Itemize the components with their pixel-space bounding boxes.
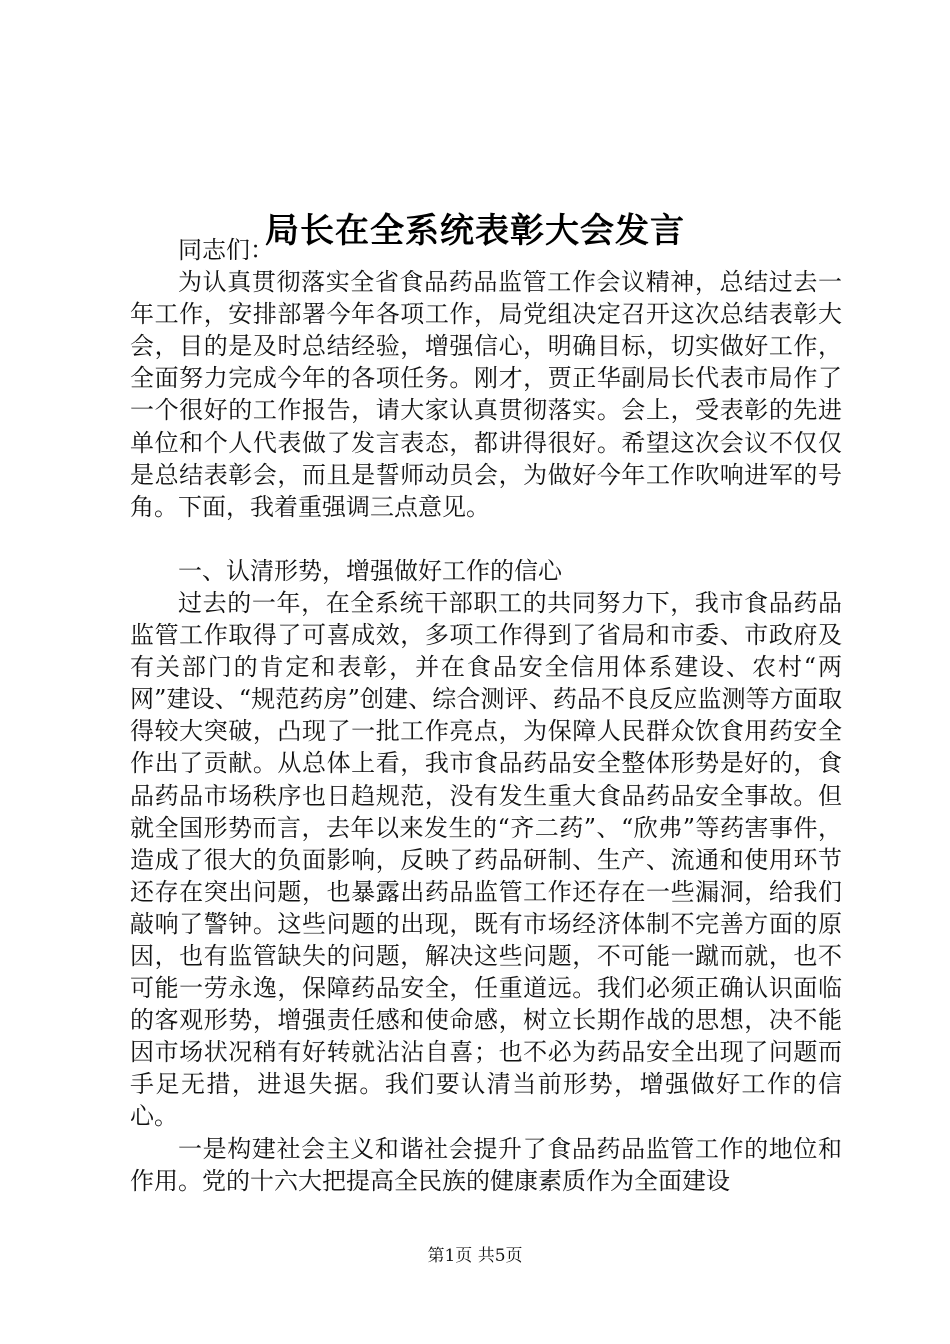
intro-paragraph: 为认真贯彻落实全省食品药品监管工作会议精神，总结过去一年工作，安排部署今年各项工作，局党组决定召开这次总结表彰大会，目的是及时总结经验，增强信心，明确目标，切实做好工作，全面努力完成今年的各项任务。刚才，贾正华副局长代表市局作了一个很好的工作报告，请大家认真贯彻落实。会上，受表彰的先进单位和个人代表做了发言表态，都讲得很好。希望这次会议不仅仅是总结表彰会，而且是誓师动员会，为做好今年工作吹响进军的号角。下面，我着重强调三点意见。: [130, 268, 842, 521]
point-paragraph: 一是构建社会主义和谐社会提升了食品药品监管工作的地位和作用。党的十六大把提高全民族的健康素质作为全面建设: [130, 1134, 842, 1195]
section-paragraph: 过去的一年，在全系统干部职工的共同努力下，我市食品药品监管工作取得了可喜成效，多项工作得到了省局和市委、市政府及有关部门的肯定和表彰，并在食品安全信用体系建设、农村“两网”建设、“规范药房”创建、综合测评、药品不良反应监测等方面取得较大突破，凸现了一批工作亮点，为保障人民群众饮食用药安全作出了贡献。从总体上看，我市食品药品安全整体形势是好的，食品药品市场秩序也日趋规范，没有发生重大食品药品安全事故。但就全国形势而言，去年以来发生的“齐二药”、“欣弗”等药害事件，造成了很大的负面影响，反映了药品研制、生产、流通和使用环节还存在突出问题，也暴露出药品监管工作还存在一些漏洞，给我们敲响了警钟。这些问题的出现，既有市场经济体制不完善方面的原因，也有监管缺失的问题，解决这些问题，不可能一蹴而就，也不可能一劳永逸，保障药品安全，任重道远。我们必须正确认识面临的客观形势，增强责任感和使命感，树立长期作战的思想，决不能因市场状况稍有好转就沾沾自喜；也不必为药品安全出现了问题而手足无措，进退失据。我们要认清当前形势，增强做好工作的信心。: [130, 588, 842, 1131]
section-heading: 一、认清形势，增强做好工作的信心: [178, 556, 562, 585]
document-body: [130, 234, 842, 1197]
document-title: 局长在全系统表彰大会发言: [265, 210, 685, 251]
page-footer: 第1页 共5页: [427, 1246, 523, 1266]
salutation: 同志们：: [178, 236, 274, 264]
